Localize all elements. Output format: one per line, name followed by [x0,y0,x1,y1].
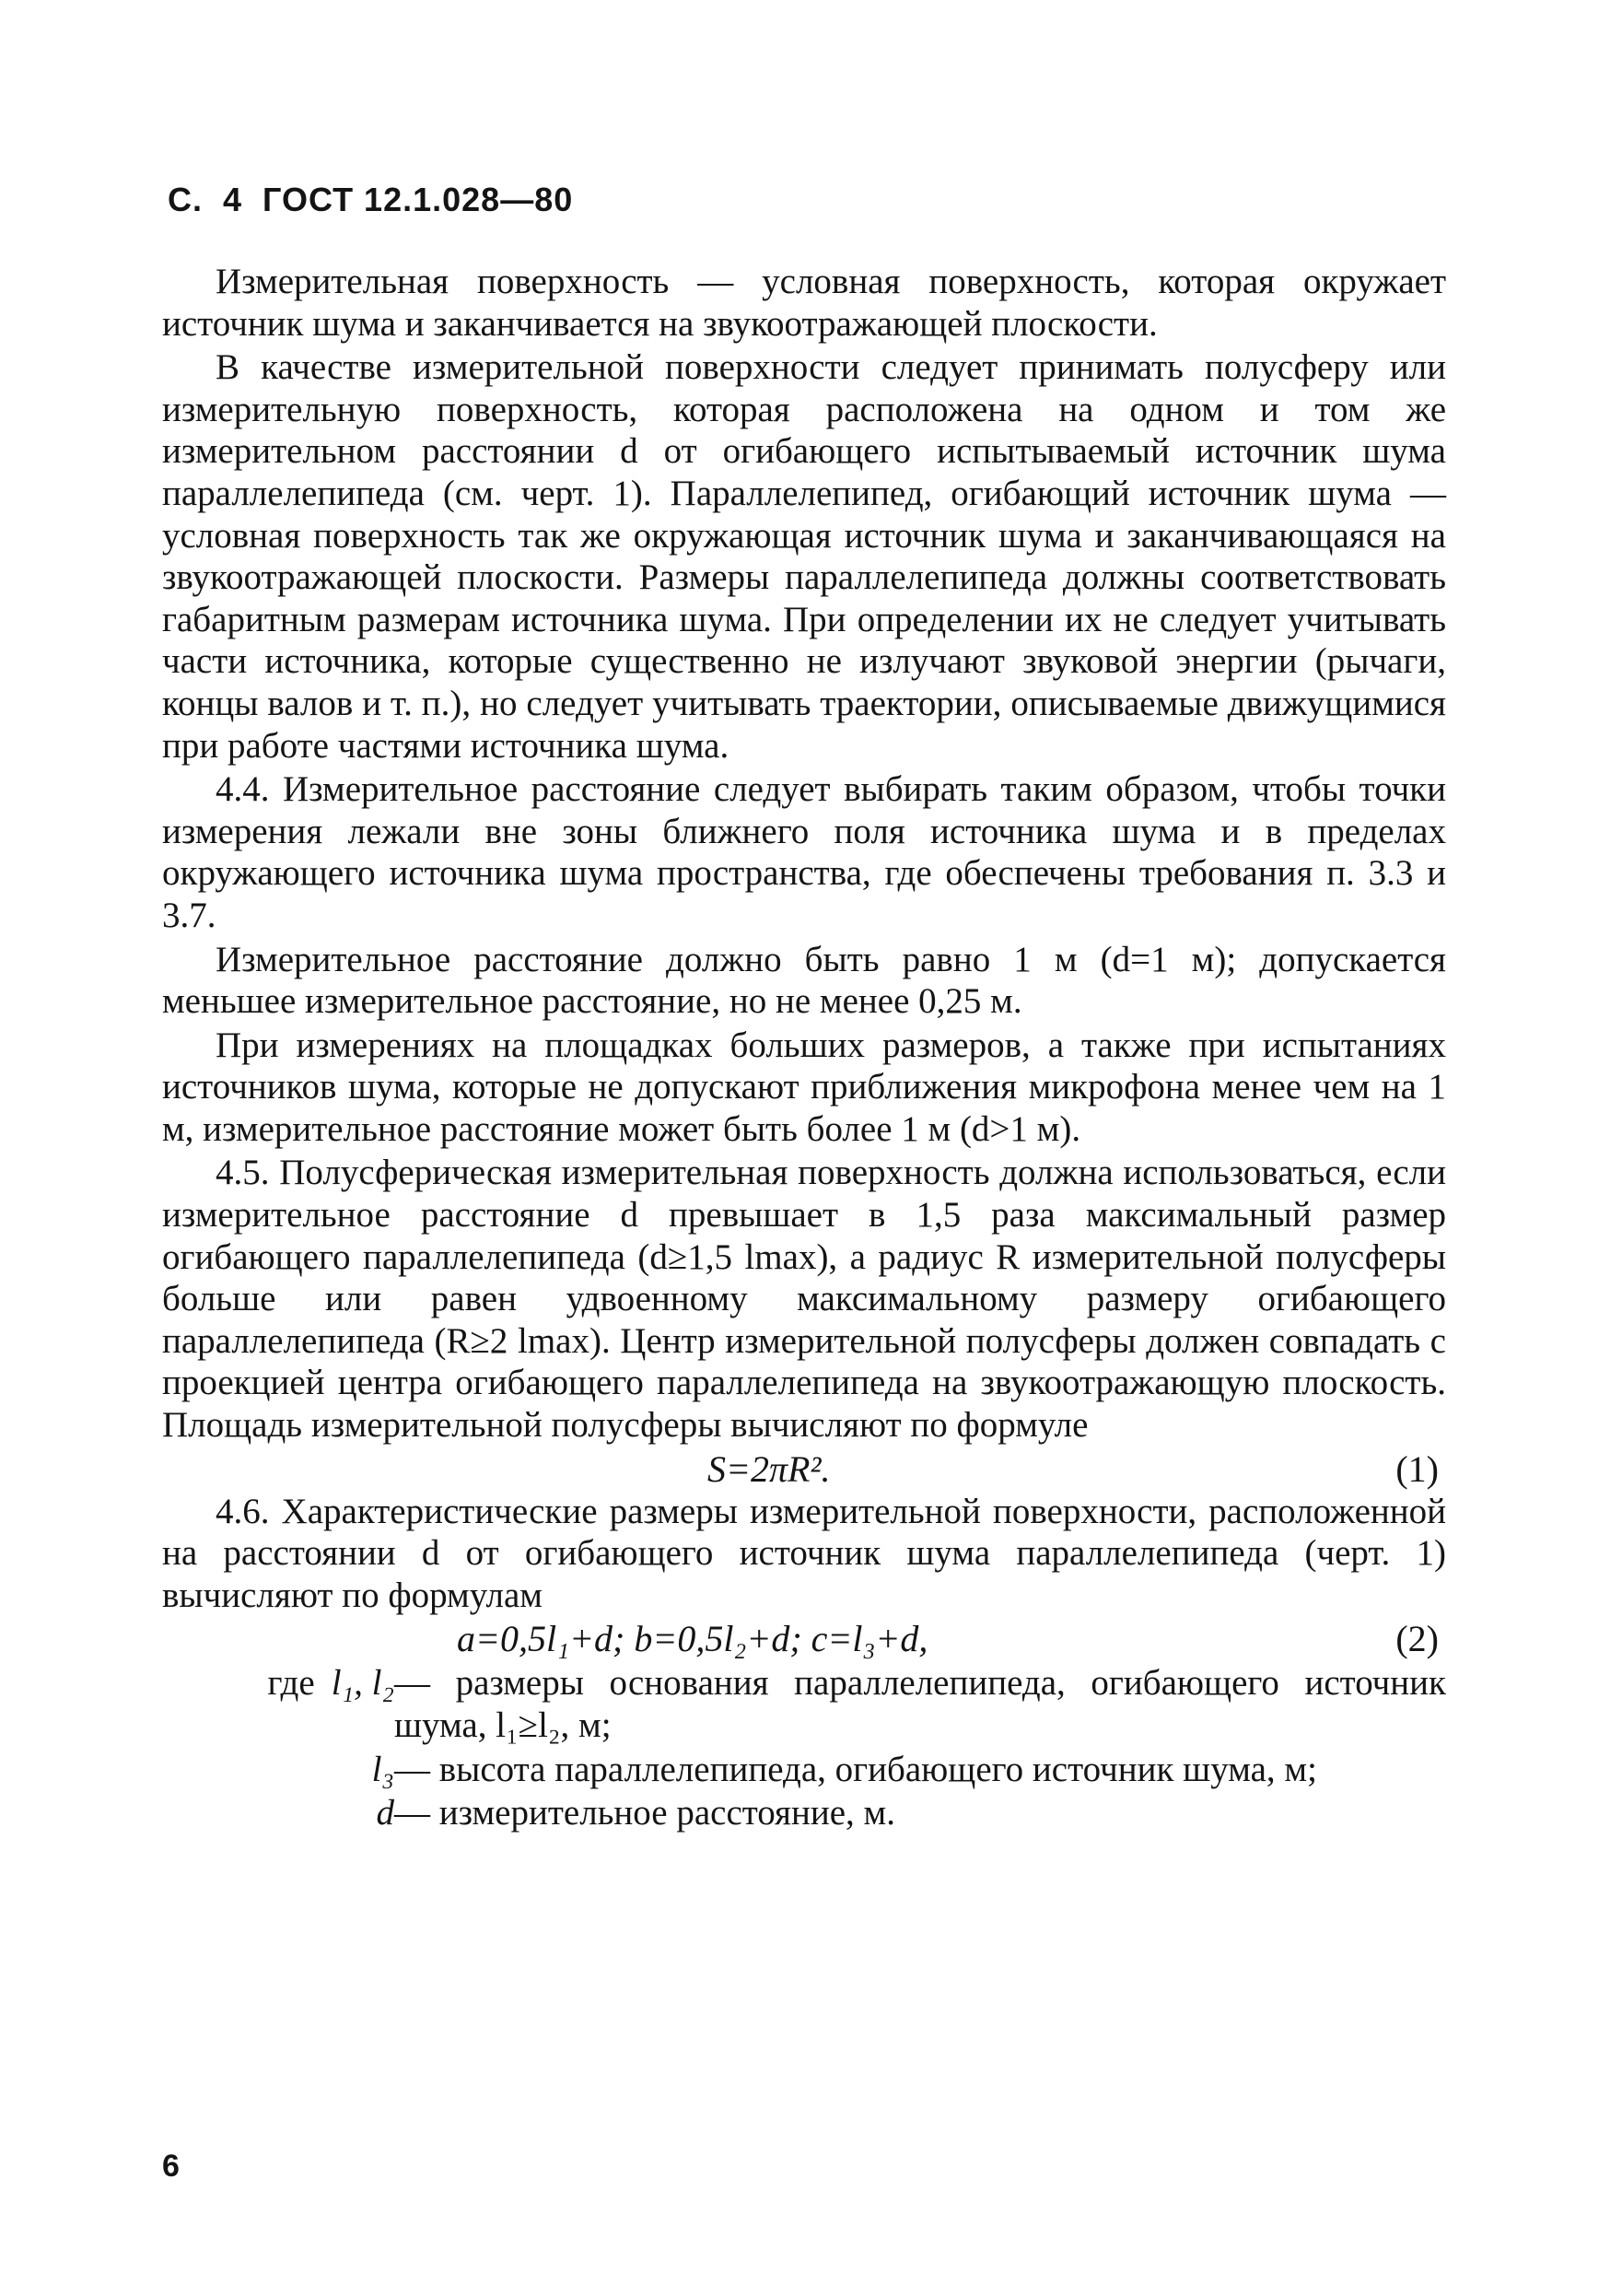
definition-text: — измерительное расстояние, м. [394,1793,895,1833]
paragraph: Измерительное расстояние должно быть равно 1 м (d=1 м); допускается меньшее измерительное расстояние, но не менее 0,25 м. [162,939,1446,1022]
paragraph: При измерениях на площадках больших размеров, а также при испытаниях источников шума, которые не допускают приближения микрофона менее чем на 1 м, измерительное расстояние может быть более 1 м (d>1 м). [162,1025,1446,1149]
running-header [168,181,593,219]
definition-item [162,1792,1446,1834]
page-number: 6 [162,2149,180,2184]
symbol-definitions [162,1662,1446,1833]
body-text [162,261,1446,1836]
header-page-number: 4 [223,181,243,218]
paragraph: 4.6. Характеристические размеры измерительной поверхности, расположенной на расстоянии d от огибающего источник шума параллелепипеда (черт. 1) вычисляют по формулам [162,1491,1446,1615]
paragraph: В качестве измерительной поверхности следует принимать полусферу или измерительную поверхность, которая расположена на одном и том же измерительном расстоянии d от огибающего испытываемый источник шума параллелепипеда (см. черт. 1). Параллелепипед, огибающий источник шума — условная поверхность так же окружающая источник шума и заканчивающаяся на звукоотражающей плоскости. Размеры параллелепипеда должны соответствовать габаритным размерам источника шума. При определении их не следует учитывать части источника, которые существенно не излучают звуковой энергии (рычаги, концы валов и т. п.), но следует учитывать траектории, описываемые движущимися при работе частями источника шума. [162,347,1446,766]
formula-1-number: (1) [1395,1447,1439,1490]
definition-lead-word: где [267,1663,315,1704]
paragraph: Измерительная поверхность — условная поверхность, которая окружает источник шума и заканчивается на звукоотражающей плоскости. [162,262,1446,344]
header-standard: ГОСТ 12.1.028—80 [263,181,574,218]
formula-2-expression: a=0,5l₁+d; b=0,5l₂+d; c=l₃+d, [457,1618,928,1660]
paragraph: 4.5. Полусферическая измерительная поверхность должна использоваться, если измерительное расстояние d превышает в 1,5 раза максимальный размер огибающего параллелепипеда (d≥1,5 lmax), а радиус R измерительной полусферы больше или равен удвоенному максимальному размеру огибающего параллелепипеда (R≥2 lmax). Центр измерительной полусферы должен совпадать с проекцией центра огибающего параллелепипеда на звукоотражающую плоскость. Площадь измерительной полусферы вычисляют по формуле [162,1153,1446,1446]
formula-2 [162,1618,1446,1660]
formula-1 [162,1448,1446,1491]
definition-symbol: l₃ [371,1749,394,1789]
formula-2-number: (2) [1395,1618,1439,1660]
definition-text: — высота параллелепипеда, огибающего источник шума, м; [394,1749,1317,1789]
definition-item [162,1662,1446,1746]
definition-item [162,1749,1446,1791]
paragraph: 4.4. Измерительное расстояние следует выбирать таким образом, чтобы точки измерения лежали вне зоны ближнего поля источника шума и в пределах окружающего источника шума пространства, где обеспечены требования п. 3.3 и 3.7. [162,769,1446,935]
definition-text: — размеры основания параллелепипеда, огибающего источник шума, l₁≥l₂, м; [394,1663,1446,1745]
header-page-symbol: С. [168,181,203,218]
definition-symbol: l₁, l₂ [331,1663,394,1704]
formula-1-expression: S=2πR². [707,1447,831,1490]
definition-symbol: d [376,1793,394,1833]
